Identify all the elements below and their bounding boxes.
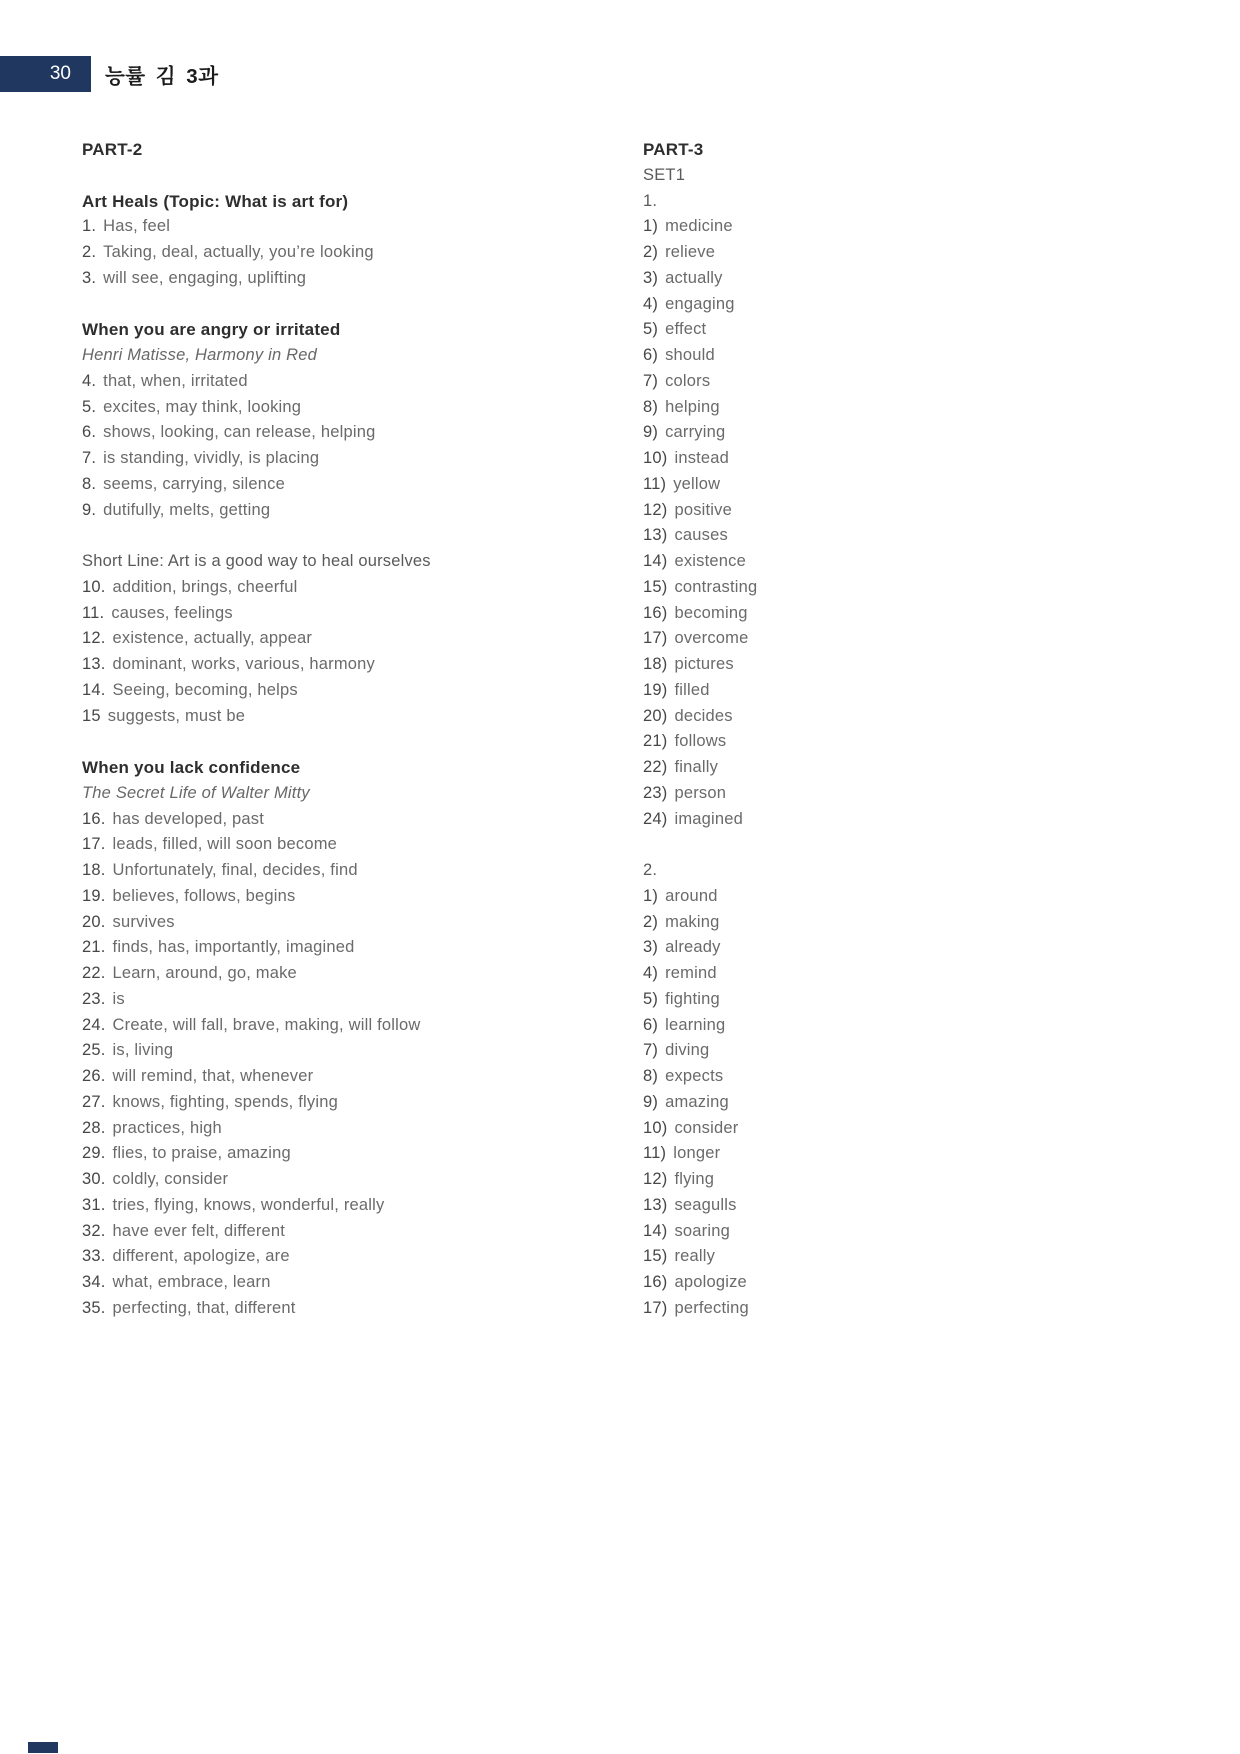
item-text: dutifully, melts, getting [103,500,271,519]
item-number: 10) [643,1118,668,1137]
item-text: seagulls [674,1195,737,1214]
item-number: 27. [82,1092,106,1111]
item-text: helping [665,397,720,416]
item-text: is [112,989,125,1008]
item-text: different, apologize, are [112,1247,290,1266]
item-text: making [665,912,720,931]
answer-line [82,961,431,987]
answer-line [82,1296,431,1322]
item-text: flying [674,1170,715,1188]
item-number: 9) [643,1092,659,1111]
item-text: dominant, works, various, harmony [112,655,376,673]
item-number: 3) [643,268,659,287]
page-header [0,56,219,92]
section-heading [643,137,757,163]
answer-line [643,755,757,781]
item-number: 14. [82,680,106,699]
item-number: 2) [643,243,659,261]
blank-line [82,729,431,755]
answer-line [82,807,431,833]
item-text: PART-3 [643,140,704,159]
item-text: practices, high [112,1118,222,1137]
answer-line [643,395,757,421]
answer-line [643,704,757,730]
item-text: 2. [643,861,658,879]
answer-line [643,343,757,369]
answer-line [643,1116,757,1142]
item-number: 21) [643,732,668,751]
item-number: 29. [82,1144,106,1163]
item-number: 7. [82,449,97,467]
item-text: causes [674,526,728,545]
item-number: 14) [643,1221,668,1240]
item-number: 22) [643,758,668,776]
answer-line [643,1090,757,1116]
item-text: becoming [674,603,748,622]
item-text: causes, feelings [111,603,233,622]
answer-line [643,549,757,575]
item-text: already [665,938,721,957]
answer-line [82,1270,431,1296]
answer-line [643,1013,757,1039]
answer-line [82,420,431,446]
item-number: 13. [82,655,106,673]
item-number: 18. [82,861,106,879]
item-text: medicine [665,217,733,236]
blank-line [643,832,757,858]
item-text: shows, looking, can release, helping [103,423,376,442]
item-text: carrying [665,423,726,442]
item-text: consider [674,1118,739,1137]
item-text: Unfortunately, final, decides, find [112,861,358,879]
item-number: 15) [643,1247,668,1266]
item-number: 8) [643,397,659,416]
item-number: 11) [643,474,667,493]
page-title: 능률 김 3과 [105,65,219,88]
item-number: 25. [82,1041,106,1060]
item-text: will see, engaging, uplifting [103,268,307,287]
blank-line [82,163,431,189]
answer-line [643,369,757,395]
answer-line [82,678,431,704]
item-text: effect [665,320,707,339]
item-number: 6. [82,423,97,442]
item-number: 30. [82,1170,106,1188]
item-text: soaring [674,1221,730,1240]
answer-line [82,575,431,601]
item-number: 5. [82,397,97,416]
answer-line [643,292,757,318]
item-text: is, living [112,1041,174,1060]
item-number: 33. [82,1247,106,1266]
item-text: knows, fighting, spends, flying [112,1092,338,1111]
item-text: perfecting [674,1298,749,1317]
item-number: 20. [82,912,106,931]
part2-column [82,137,431,1322]
item-number: 2) [643,912,659,931]
page-number: 30 [49,63,71,84]
item-text: engaging [665,294,735,313]
item-text: pictures [674,655,734,673]
answer-line [82,446,431,472]
item-text: imagined [674,809,744,828]
answer-line [82,884,431,910]
item-number: 19. [82,886,106,905]
item-number: 5) [643,320,659,339]
item-number: 14) [643,552,668,570]
item-number: 24. [82,1015,106,1034]
item-text: will remind, that, whenever [112,1067,314,1085]
item-number: 7) [643,371,659,390]
item-number: 32. [82,1221,106,1240]
item-number: 6) [643,346,659,364]
blank-line [82,292,431,318]
work-title [82,343,431,369]
item-number: 35. [82,1298,106,1317]
answer-line [643,240,757,266]
item-number: 9. [82,500,97,519]
answer-line [643,910,757,936]
item-text: Seeing, becoming, helps [112,680,298,699]
answer-line [82,1244,431,1270]
set-label [643,858,757,884]
item-number: 6) [643,1015,659,1034]
footer-mark [28,1742,58,1753]
item-text: suggests, must be [107,706,246,725]
item-text: leads, filled, will soon become [112,835,338,854]
answer-line [643,1141,757,1167]
answer-line [643,1193,757,1219]
item-number: 24) [643,809,668,828]
answer-line [643,884,757,910]
item-number: 26. [82,1067,106,1085]
item-text: coldly, consider [112,1170,229,1188]
item-text: The Secret Life of Walter Mitty [82,783,310,802]
item-text: overcome [674,629,749,648]
item-text: PART-2 [82,140,143,159]
section-heading [82,317,431,343]
item-text: Short Line: Art is a good way to heal ourselves [82,552,431,570]
answer-line [82,498,431,524]
item-number: 23) [643,783,668,802]
item-number: 16) [643,603,668,622]
item-number: 4) [643,964,659,982]
item-text: that, when, irritated [103,371,248,390]
item-number: 17. [82,835,106,854]
answer-line [643,961,757,987]
set-label [643,163,757,189]
section-heading [82,189,431,215]
answer-line [643,472,757,498]
item-number: 7) [643,1041,659,1060]
item-text: decides [674,706,733,725]
item-text: 1. [643,191,658,210]
answer-line [82,1013,431,1039]
item-number: 5) [643,989,659,1008]
item-text: Henri Matisse, Harmony in Red [82,346,318,364]
item-number: 15) [643,577,668,596]
answer-line [82,1141,431,1167]
item-number: 31. [82,1195,106,1214]
item-number: 11) [643,1144,667,1163]
item-text: follows [674,732,727,751]
item-number: 3) [643,938,659,957]
item-text: existence [674,552,746,570]
item-number: 9) [643,423,659,442]
item-number: 8) [643,1067,659,1085]
answer-line [643,807,757,833]
item-text: positive [674,500,732,519]
item-text: Create, will fall, brave, making, will follow [112,1015,421,1034]
answer-line [82,240,431,266]
answer-line [643,1270,757,1296]
item-number: 28. [82,1118,106,1137]
item-number: 18) [643,655,668,673]
answer-line [82,1038,431,1064]
answer-line [643,678,757,704]
answer-line [643,498,757,524]
item-number: 22. [82,964,106,982]
item-text: instead [674,449,730,467]
item-text: colors [665,371,711,390]
item-number: 17) [643,1298,668,1317]
answer-line [643,935,757,961]
answer-line [643,523,757,549]
blank-line [82,523,431,549]
answer-line [82,987,431,1013]
item-number: 20) [643,706,668,725]
item-text: existence, actually, appear [112,629,313,648]
item-text: tries, flying, knows, wonderful, really [112,1195,385,1214]
answer-line [643,1038,757,1064]
answer-line [82,858,431,884]
item-text: has developed, past [112,809,265,828]
item-number: 3. [82,268,97,287]
answer-line [643,266,757,292]
item-text: remind [665,964,717,982]
work-title [82,781,431,807]
answer-line [82,652,431,678]
answer-line [643,652,757,678]
item-number: 10) [643,449,668,467]
answer-line [82,704,431,730]
answer-line [82,626,431,652]
item-text: flies, to praise, amazing [112,1144,291,1163]
item-number: 4. [82,371,97,390]
item-text: Taking, deal, actually, you’re looking [103,243,374,261]
answer-line [643,1219,757,1245]
item-number: 12) [643,500,668,519]
item-number: 21. [82,938,106,957]
page-number-tab [0,56,91,92]
item-number: 2. [82,243,97,261]
answer-line [643,446,757,472]
section-heading [82,755,431,781]
item-text: believes, follows, begins [112,886,296,905]
item-text: longer [673,1144,721,1163]
item-text: have ever felt, different [112,1221,286,1240]
item-number: 16) [643,1273,668,1291]
answer-line [82,266,431,292]
answer-line [82,910,431,936]
answer-line [82,214,431,240]
item-number: 23. [82,989,106,1008]
item-number: 8. [82,474,97,493]
item-text: finally [674,758,719,776]
answer-line [82,1064,431,1090]
answer-line [643,1064,757,1090]
item-text: really [674,1247,716,1266]
answer-line [643,987,757,1013]
item-number: 15 [82,706,101,725]
item-text: expects [665,1067,724,1085]
item-number: 19) [643,680,668,699]
item-number: 13) [643,526,668,545]
answer-line [82,1193,431,1219]
answer-line [643,420,757,446]
item-text: fighting [665,989,720,1008]
item-number: 11. [82,603,105,622]
answer-line [82,395,431,421]
item-number: 13) [643,1195,668,1214]
item-text: addition, brings, cheerful [112,577,298,596]
item-text: yellow [673,474,721,493]
item-number: 1) [643,217,659,236]
item-text: diving [665,1041,710,1060]
item-text: is standing, vividly, is placing [103,449,320,467]
item-number: 16. [82,809,106,828]
item-number: 10. [82,577,106,596]
item-text: contrasting [674,577,758,596]
item-text: relieve [665,243,716,261]
answer-line [82,1090,431,1116]
answer-line [82,472,431,498]
answer-line [82,369,431,395]
answer-line [643,781,757,807]
item-text: finds, has, importantly, imagined [112,938,355,957]
item-number: 4) [643,294,659,313]
answer-line [82,1167,431,1193]
item-number: 17) [643,629,668,648]
item-text: excites, may think, looking [103,397,302,416]
answer-line [643,1244,757,1270]
item-text: filled [674,680,710,699]
set-label [82,549,431,575]
item-number: 12) [643,1170,668,1188]
item-text: apologize [674,1273,747,1291]
item-text: around [665,886,718,905]
answer-line [643,626,757,652]
item-text: SET1 [643,165,686,184]
item-number: 1. [82,217,97,236]
item-text: survives [112,912,175,931]
item-text: When you lack confidence [82,758,301,777]
answer-line [643,1296,757,1322]
item-text: When you are angry or irritated [82,320,341,340]
answer-line [82,1219,431,1245]
item-number: 12. [82,629,106,648]
answer-line [82,1116,431,1142]
section-heading [82,137,431,163]
item-text: person [674,783,727,802]
answer-line [82,832,431,858]
item-number: 1) [643,886,659,905]
answer-line [643,214,757,240]
part3-column [643,137,757,1322]
item-number: 34. [82,1273,106,1291]
item-text: learning [665,1015,726,1034]
item-text: perfecting, that, different [112,1298,296,1317]
answer-line [643,729,757,755]
item-text: Has, feel [103,217,171,236]
answer-line [82,935,431,961]
item-text: actually [665,268,723,287]
answer-line [82,601,431,627]
item-text: amazing [665,1092,729,1111]
answer-line [643,1167,757,1193]
answer-line [643,575,757,601]
set-label [643,189,757,215]
answer-line [643,317,757,343]
item-text: Art Heals (Topic: What is art for) [82,191,349,211]
item-text: Learn, around, go, make [112,964,297,982]
answer-line [643,601,757,627]
item-text: seems, carrying, silence [103,474,285,493]
item-text: what, embrace, learn [112,1273,271,1291]
item-text: should [665,346,715,364]
